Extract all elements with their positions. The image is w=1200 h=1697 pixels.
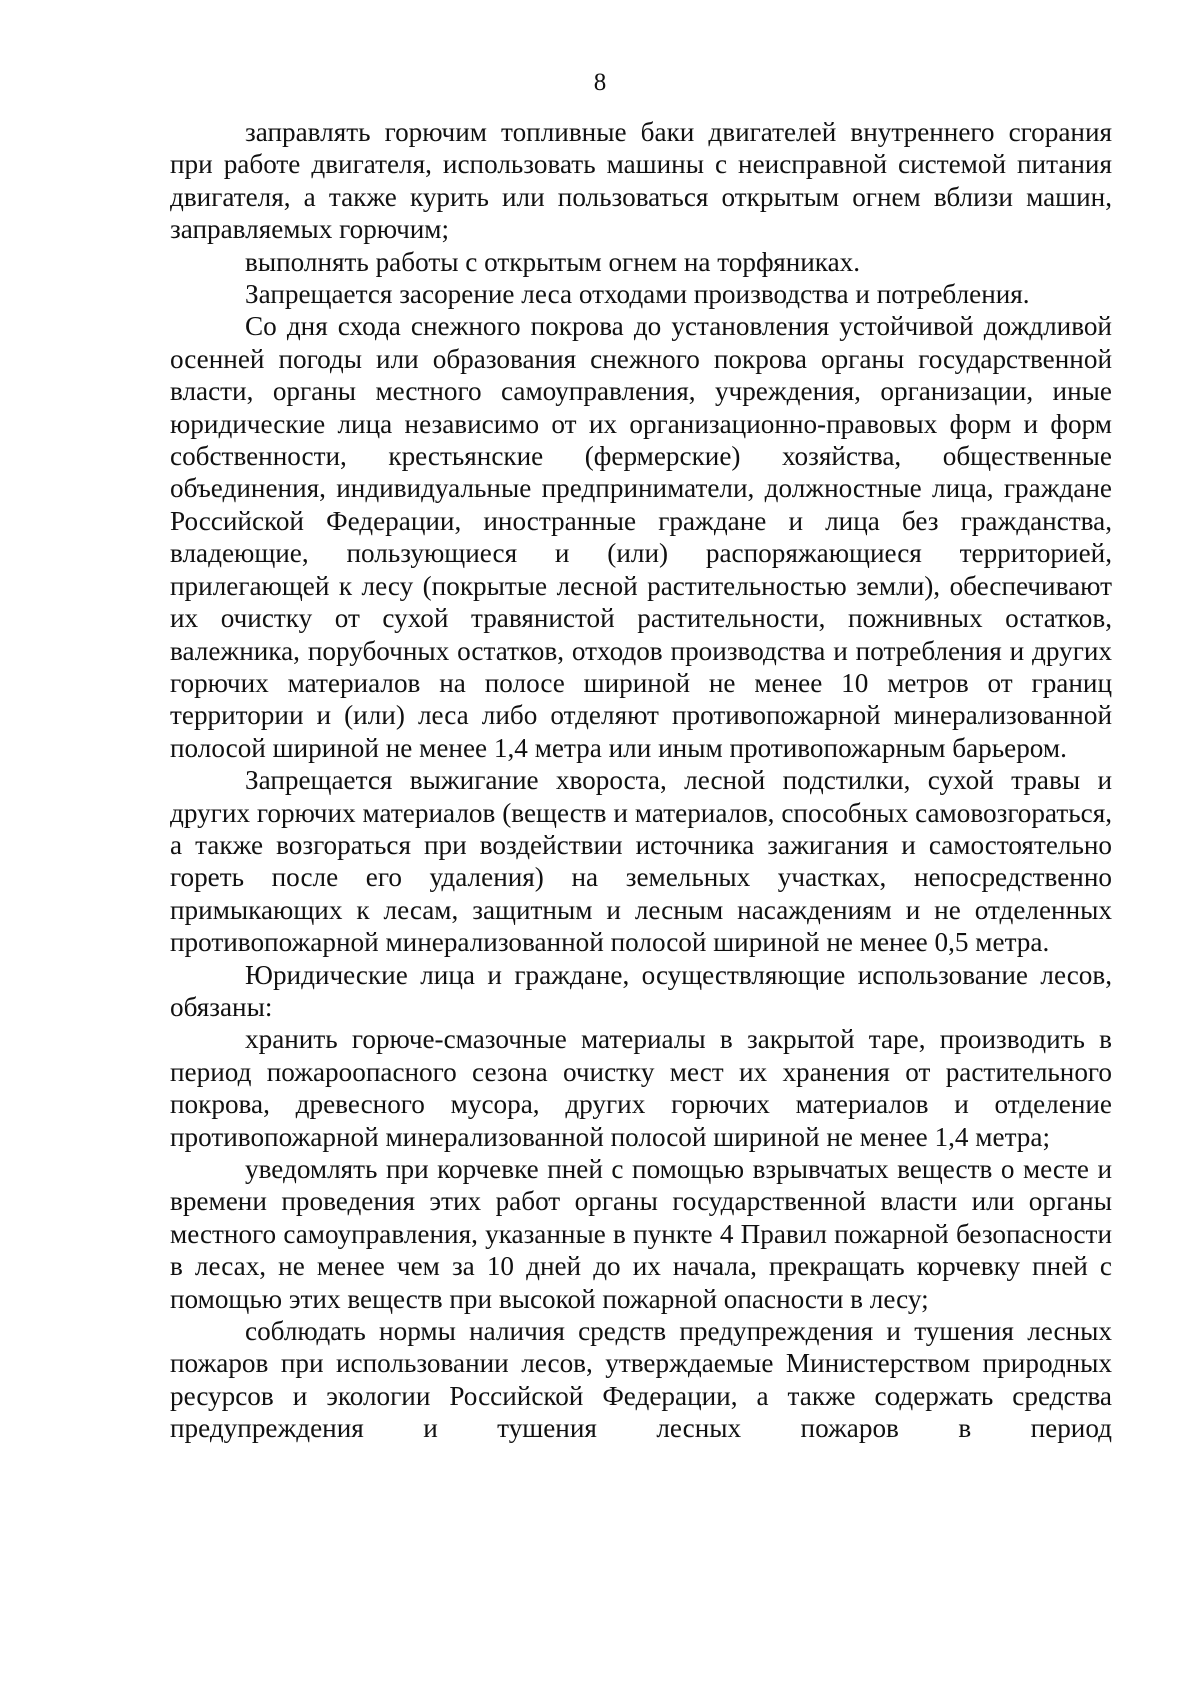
- paragraph-obligations-intro: Юридические лица и граждане, осуществляющие использование лесов, обязаны:: [170, 959, 1112, 1022]
- paragraph-territory-clearing: Со дня схода снежного покрова до установления устойчивой дождливой осенней погоды или образования снежного покрова органы государственной власти, органы местного самоуправления, учреждения, организации, иные юридические лица независимо от их организационно-правовых форм и форм собственности, крестьянские (фермерские) хозяйства, общественные объединения, индивидуальные предприниматели, должностные лица, граждане Российской Федерации, иностранные граждане и лица без гражданства, владеющие, пользующиеся и (или) распоряжающиеся территорией, прилегающей к лесу (покрытые лесной растительностью земли), обеспечивают их очистку от сухой травянистой растительности, пожнивных остатков, валежника, порубочных остатков, отходов производства и потребления и других горючих материалов на полосе шириной не менее 10 метров от границ территории и (или) леса либо отделяют противопожарной минерализованной полосой шириной не менее 1,4 метра или иным противопожарным барьером.: [170, 311, 1112, 763]
- paragraph-stump-blasting-notice: уведомлять при корчевке пней с помощью взрывчатых веществ о месте и времени проведения этих работ органы государственной власти или органы местного самоуправления, указанные в пункте 4 Правил пожарной безопасности в лесах, не менее чем за 10 дней до их начала, прекращать корчевку пней с помощью этих веществ при высокой пожарной опасности в лесу;: [170, 1154, 1112, 1314]
- page-number: 8: [593, 69, 607, 96]
- paragraph-fuel-storage: хранить горюче-смазочные материалы в закрытой таре, производить в период пожароопасного сезона очистку мест их хранения от растительного покрова, древесного мусора, других горючих материалов и отделение противопожарной минерализованной полосой шириной не менее 1,4 метра;: [170, 1024, 1112, 1152]
- paragraph-fire-equipment-norms: соблюдать нормы наличия средств предупреждения и тушения лесных пожаров при использовании лесов, утверждаемые Министерством природных ресурсов и экологии Российской Федерации, а также содержать средства предупреждения и тушения лесных пожаров в период: [170, 1316, 1112, 1444]
- paragraph-peat-fire-prohibition: выполнять работы с открытым огнем на торфяниках.: [245, 246, 861, 277]
- document-body: [170, 116, 1112, 1445]
- paragraph-fueling-prohibition: заправлять горючим топливные баки двигателей внутреннего сгорания при работе двигателя, использовать машины с неисправной системой питания двигателя, а также курить или пользоваться открытым огнем вблизи машин, заправляемых горючим;: [170, 117, 1112, 245]
- paragraph-forest-littering-prohibition: Запрещается засорение леса отходами производства и потребления.: [245, 279, 1030, 310]
- paragraph-burning-prohibition: Запрещается выжигание хвороста, лесной подстилки, сухой травы и других горючих материалов (веществ и материалов, способных самовозгораться, а также возгораться при воздействии источника зажигания и самостоятельно гореть после его удаления) на земельных участках, непосредственно примыкающих к лесам, защитным и лесным насаждениям и не отделенных противопожарной минерализованной полосой шириной не менее 0,5 метра.: [170, 765, 1112, 958]
